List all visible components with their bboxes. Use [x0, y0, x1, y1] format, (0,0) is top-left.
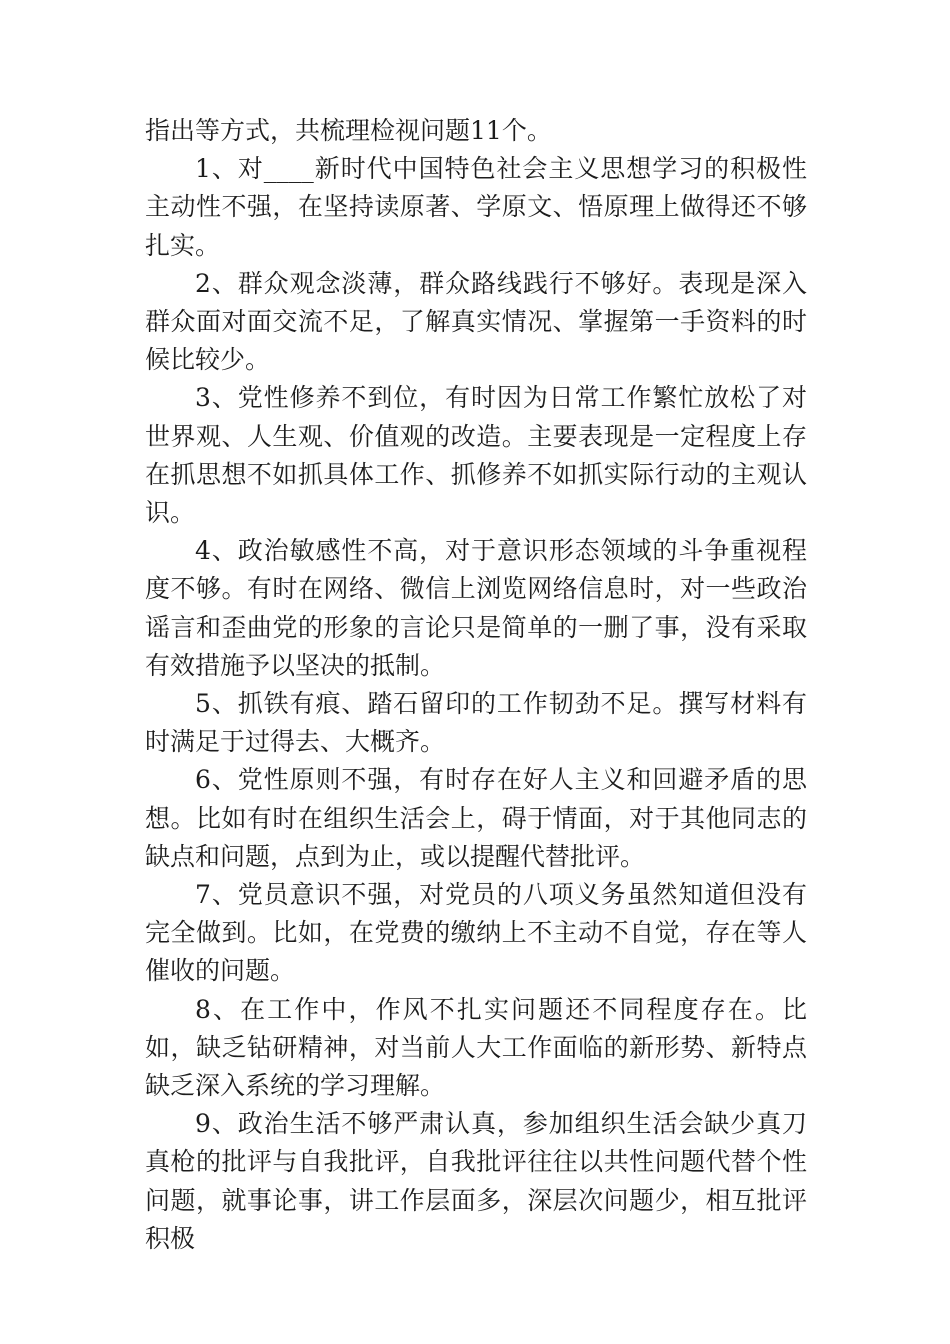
paragraph-item-1: 1、对____新时代中国特色社会主义思想学习的积极性主动性不强，在坚持读原著、学原文、悟原理上做得还不够扎实。: [145, 154, 807, 260]
paragraph-item-7: 7、党员意识不强，对党员的八项义务虽然知道但没有完全做到。比如，在党费的缴纳上不主动不自觉，存在等人催收的问题。: [145, 880, 807, 986]
paragraph-item-6: 6、党性原则不强，有时存在好人主义和回避矛盾的思想。比如有时在组织生活会上，碍于情面，对于其他同志的缺点和问题，点到为止，或以提醒代替批评。: [145, 765, 807, 871]
paragraph-item-9: 9、政治生活不够严肃认真，参加组织生活会缺少真刀真枪的批评与自我批评，自我批评往往以共性问题代替个性问题，就事论事，讲工作层面多，深层次问题少，相互批评积极: [145, 1109, 807, 1253]
paragraph-item-2: 2、群众观念淡薄，群众路线践行不够好。表现是深入群众面对面交流不足，了解真实情况、掌握第一手资料的时候比较少。: [145, 268, 807, 375]
paragraph-intro-continuation: 指出等方式，共梳理检视问题11个。: [145, 116, 552, 145]
paragraph-item-3: 3、党性修养不到位，有时因为日常工作繁忙放松了对世界观、人生观、价值观的改造。主要表现是一定程度上存在抓思想不如抓具体工作、抓修养不如抓实际行动的主观认识。: [145, 383, 807, 528]
document-body: [145, 112, 807, 1258]
paragraph-item-8: 8、在工作中，作风不扎实问题还不同程度存在。比如，缺乏钻研精神，对当前人大工作面临的新形势、新特点缺乏深入系统的学习理解。: [145, 994, 807, 1101]
paragraph-item-4: 4、政治敏感性不高，对于意识形态领域的斗争重视程度不够。有时在网络、微信上浏览网络信息时，对一些政治谣言和歪曲党的形象的言论只是简单的一删了事，没有采取有效措施予以坚决的抵制。: [145, 536, 807, 680]
paragraph-item-5: 5、抓铁有痕、踏石留印的工作韧劲不足。撰写材料有时满足于过得去、大概齐。: [145, 689, 807, 757]
